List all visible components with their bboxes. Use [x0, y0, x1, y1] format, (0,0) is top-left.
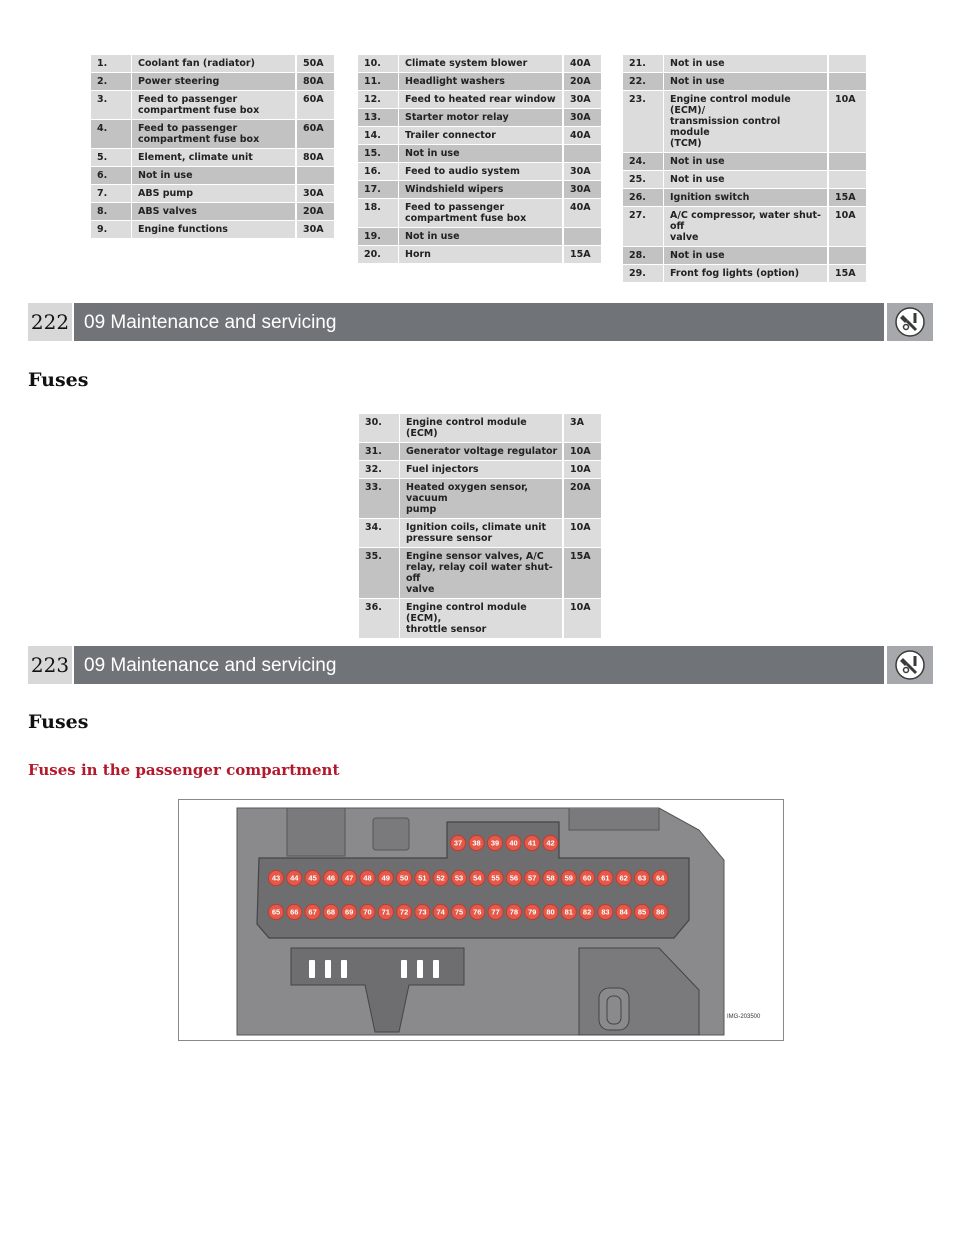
fuse-description: Headlight washers — [399, 73, 564, 91]
fuse-row — [623, 265, 867, 283]
fuse-number: 17. — [358, 181, 399, 199]
fuse-description: A/C compressor, water shut- off valve — [664, 207, 829, 247]
fuse-number: 16. — [358, 163, 399, 181]
fuse-position-label: 65 — [271, 907, 281, 917]
fuse-amperage — [828, 171, 867, 189]
fuse-row — [91, 185, 335, 203]
fuse-position-label: 85 — [637, 907, 647, 917]
fuse-description: Not in use — [664, 73, 829, 91]
fuse-amperage: 80A — [296, 149, 335, 167]
fuse-number: 21. — [623, 55, 664, 73]
section-banner-223 — [28, 646, 933, 684]
wrench-icon — [887, 646, 933, 684]
fuse-amperage — [828, 73, 867, 91]
fuse-position-label: 78 — [509, 907, 519, 917]
fuse-number: 29. — [623, 265, 664, 283]
fuse-row — [359, 443, 602, 461]
fuse-position-label: 40 — [509, 838, 518, 848]
fuse-number: 23. — [623, 91, 664, 153]
fuse-position-label: 67 — [308, 907, 317, 917]
fuse-row — [358, 91, 602, 109]
fuse-position-label: 69 — [345, 907, 354, 917]
fuse-amperage: 15A — [828, 189, 867, 207]
fuse-amperage: 20A — [563, 73, 602, 91]
fuse-number: 12. — [358, 91, 399, 109]
fuse-description: Element, climate unit — [132, 149, 297, 167]
fuse-number: 11. — [358, 73, 399, 91]
fuse-row — [91, 55, 335, 73]
fuse-amperage: 15A — [563, 548, 602, 599]
fuse-box-diagram — [178, 799, 784, 1041]
fuse-position-label: 80 — [546, 907, 555, 917]
fuse-description: Engine control module (ECM)/ transmission control module (TCM) — [664, 91, 829, 153]
fuse-description: Trailer connector — [399, 127, 564, 145]
fuse-position-label: 57 — [528, 873, 537, 883]
fuse-amperage: 20A — [563, 479, 602, 519]
fuse-amperage: 10A — [828, 207, 867, 247]
fuse-amperage: 10A — [563, 519, 602, 548]
fuse-row — [91, 73, 335, 91]
fuse-number: 9. — [91, 221, 132, 239]
fuse-row — [91, 203, 335, 221]
fuse-number: 32. — [359, 461, 400, 479]
fuse-position-label: 48 — [363, 873, 372, 883]
section-title: 09 Maintenance and servicing — [74, 303, 884, 341]
fuse-row — [358, 55, 602, 73]
fuse-description: Ignition switch — [664, 189, 829, 207]
fuse-row — [359, 461, 602, 479]
fuse-position-label: 49 — [381, 873, 390, 883]
fuse-row — [358, 145, 602, 163]
fuse-description: ABS valves — [132, 203, 297, 221]
page-number: 223 — [28, 646, 72, 684]
fuse-position-label: 61 — [601, 873, 610, 883]
fuse-row — [91, 221, 335, 239]
fuse-position-label: 83 — [601, 907, 610, 917]
fuse-position-label: 39 — [490, 838, 500, 848]
fuse-position-label: 46 — [326, 873, 336, 883]
fuse-table-30-36 — [358, 413, 602, 639]
fuse-position-label: 38 — [472, 838, 481, 848]
fuse-amperage: 60A — [296, 120, 335, 149]
fuse-number: 20. — [358, 246, 399, 264]
fuse-number: 6. — [91, 167, 132, 185]
fuse-number: 1. — [91, 55, 132, 73]
fuse-position-label: 43 — [271, 873, 281, 883]
page-number: 222 — [28, 303, 72, 341]
fuse-description: Engine functions — [132, 221, 297, 239]
fuse-position-label: 58 — [546, 873, 555, 883]
fuse-position-label: 62 — [619, 873, 628, 883]
fuse-row — [358, 163, 602, 181]
fuse-position-label: 73 — [418, 907, 427, 917]
fuse-amperage: 30A — [296, 221, 335, 239]
fuse-position-label: 42 — [546, 838, 555, 848]
page-heading-fuses: Fuses — [28, 369, 89, 391]
fuse-row — [358, 181, 602, 199]
fuse-position-label: 44 — [290, 873, 299, 883]
fuse-row — [358, 127, 602, 145]
fuse-number: 26. — [623, 189, 664, 207]
fuse-number: 27. — [623, 207, 664, 247]
fuse-description: Feed to passenger compartment fuse box — [132, 120, 297, 149]
fuse-amperage: 10A — [563, 443, 602, 461]
fuse-description: Feed to passenger compartment fuse box — [399, 199, 564, 228]
fuse-amperage — [828, 55, 867, 73]
fuse-position-label: 84 — [619, 907, 628, 917]
fuse-description: Windshield wipers — [399, 181, 564, 199]
fuse-amperage: 10A — [563, 461, 602, 479]
fuse-row — [359, 479, 602, 519]
fuse-description: Not in use — [664, 153, 829, 171]
fuse-description: Fuel injectors — [400, 461, 564, 479]
fuse-position-label: 53 — [454, 873, 464, 883]
fuse-amperage: 80A — [296, 73, 335, 91]
fuse-amperage: 40A — [563, 127, 602, 145]
wrench-icon — [887, 303, 933, 341]
fuse-position-label: 77 — [491, 907, 500, 917]
fuse-number: 33. — [359, 479, 400, 519]
fuse-number: 35. — [359, 548, 400, 599]
fuse-table-10-20 — [357, 54, 602, 264]
fuse-position-label: 55 — [491, 873, 500, 883]
fuse-position-label: 37 — [453, 838, 463, 848]
fuse-amperage: 15A — [563, 246, 602, 264]
fuse-position-label: 51 — [418, 873, 427, 883]
fuse-position-label: 72 — [399, 907, 409, 917]
fuse-amperage — [563, 145, 602, 163]
fuse-number: 7. — [91, 185, 132, 203]
fuse-number: 22. — [623, 73, 664, 91]
fuse-row — [91, 167, 335, 185]
fuse-description: Engine control module (ECM), throttle sensor — [400, 599, 564, 639]
fuse-amperage: 30A — [563, 109, 602, 127]
fuse-row — [359, 519, 602, 548]
fuse-number: 24. — [623, 153, 664, 171]
fuse-description: ABS pump — [132, 185, 297, 203]
fuse-description: Feed to heated rear window — [399, 91, 564, 109]
fuse-amperage — [828, 153, 867, 171]
fuse-description: Feed to passenger compartment fuse box — [132, 91, 297, 120]
fuse-position-label: 79 — [528, 907, 537, 917]
fuse-position-label: 82 — [582, 907, 592, 917]
fuse-position-label: 70 — [363, 907, 372, 917]
fuse-number: 25. — [623, 171, 664, 189]
fuse-position-label: 52 — [436, 873, 445, 883]
fuse-amperage: 30A — [563, 181, 602, 199]
fuse-position-label: 59 — [564, 873, 573, 883]
fuse-position-label: 64 — [656, 873, 665, 883]
fuse-position-label: 68 — [326, 907, 336, 917]
subheading-passenger-compartment: Fuses in the passenger compartment — [28, 761, 340, 779]
fuse-position-label: 75 — [454, 907, 464, 917]
fuse-row — [623, 247, 867, 265]
fuse-row — [623, 153, 867, 171]
fuse-position-label: 66 — [290, 907, 299, 917]
fuse-row — [623, 207, 867, 247]
fuse-row — [359, 548, 602, 599]
fuse-number: 15. — [358, 145, 399, 163]
fuse-number: 5. — [91, 149, 132, 167]
fuse-description: Not in use — [399, 228, 564, 246]
fuse-row — [623, 189, 867, 207]
fuse-row — [358, 73, 602, 91]
fuse-description: Power steering — [132, 73, 297, 91]
fuse-amperage: 30A — [563, 91, 602, 109]
fuse-amperage: 40A — [563, 55, 602, 73]
fuse-description: Not in use — [664, 55, 829, 73]
fuse-number: 3. — [91, 91, 132, 120]
fuse-position-label: 54 — [473, 873, 482, 883]
fuse-row — [623, 55, 867, 73]
fuse-row — [358, 109, 602, 127]
fuse-amperage: 30A — [296, 185, 335, 203]
fuse-row — [91, 91, 335, 120]
fuse-position-label: 60 — [582, 873, 592, 883]
fuse-position-label: 74 — [436, 907, 445, 917]
fuse-number: 36. — [359, 599, 400, 639]
fuse-row — [623, 91, 867, 153]
fuse-description: Heated oxygen sensor, vacuum pump — [400, 479, 564, 519]
fuse-number: 10. — [358, 55, 399, 73]
fuse-row — [623, 171, 867, 189]
fuse-row — [359, 414, 602, 443]
fuse-row — [623, 73, 867, 91]
fuse-description: Climate system blower — [399, 55, 564, 73]
fuse-amperage: 20A — [296, 203, 335, 221]
page-heading-fuses: Fuses — [28, 711, 89, 733]
image-code: IMG-203500 — [727, 1014, 761, 1020]
fuse-number: 30. — [359, 414, 400, 443]
fuse-description: Not in use — [664, 171, 829, 189]
fuse-amperage: 50A — [296, 55, 335, 73]
fuse-amperage — [828, 247, 867, 265]
fuse-amperage: 15A — [828, 265, 867, 283]
fuse-number: 18. — [358, 199, 399, 228]
fuse-description: Ignition coils, climate unit pressure sensor — [400, 519, 564, 548]
section-title: 09 Maintenance and servicing — [74, 646, 884, 684]
fuse-number: 8. — [91, 203, 132, 221]
fuse-description: Front fog lights (option) — [664, 265, 829, 283]
fuse-amperage — [296, 167, 335, 185]
fuse-amperage: 10A — [828, 91, 867, 153]
fuse-amperage — [563, 228, 602, 246]
fuse-description: Not in use — [132, 167, 297, 185]
fuse-number: 14. — [358, 127, 399, 145]
fuse-number: 4. — [91, 120, 132, 149]
fuse-row — [358, 228, 602, 246]
fuse-description: Generator voltage regulator — [400, 443, 564, 461]
fuse-description: Not in use — [664, 247, 829, 265]
fuse-amperage: 40A — [563, 199, 602, 228]
fuse-position-label: 47 — [345, 873, 354, 883]
fuse-row — [91, 120, 335, 149]
fuse-description: Horn — [399, 246, 564, 264]
fuse-number: 19. — [358, 228, 399, 246]
fuse-box-illustration — [179, 800, 783, 1040]
fuse-position-label: 45 — [308, 873, 317, 883]
fuse-position-label: 76 — [473, 907, 482, 917]
fuse-position-label: 71 — [381, 907, 390, 917]
fuse-number: 34. — [359, 519, 400, 548]
fuse-number: 13. — [358, 109, 399, 127]
fuse-amperage: 60A — [296, 91, 335, 120]
fuse-position-label: 63 — [637, 873, 647, 883]
fuse-position-label: 41 — [527, 838, 537, 848]
fuse-description: Coolant fan (radiator) — [132, 55, 297, 73]
fuse-description: Not in use — [399, 145, 564, 163]
fuse-number: 2. — [91, 73, 132, 91]
fuse-amperage: 10A — [563, 599, 602, 639]
fuse-amperage: 30A — [563, 163, 602, 181]
fuse-description: Starter motor relay — [399, 109, 564, 127]
fuse-row — [91, 149, 335, 167]
fuse-number: 31. — [359, 443, 400, 461]
fuse-position-label: 56 — [509, 873, 519, 883]
fuse-table-21-29 — [622, 54, 867, 283]
fuse-position-label: 86 — [656, 907, 665, 917]
fuse-row — [359, 599, 602, 639]
fuse-description: Feed to audio system — [399, 163, 564, 181]
fuse-table-1-9 — [90, 54, 335, 239]
fuse-description: Engine control module (ECM) — [400, 414, 564, 443]
fuse-position-label: 81 — [564, 907, 573, 917]
fuse-row — [358, 246, 602, 264]
fuse-amperage: 3A — [563, 414, 602, 443]
fuse-row — [358, 199, 602, 228]
fuse-description: Engine sensor valves, A/C relay, relay coil water shut-off valve — [400, 548, 564, 599]
fuse-position-label: 50 — [399, 873, 409, 883]
fuse-number: 28. — [623, 247, 664, 265]
section-banner-222 — [28, 303, 933, 341]
